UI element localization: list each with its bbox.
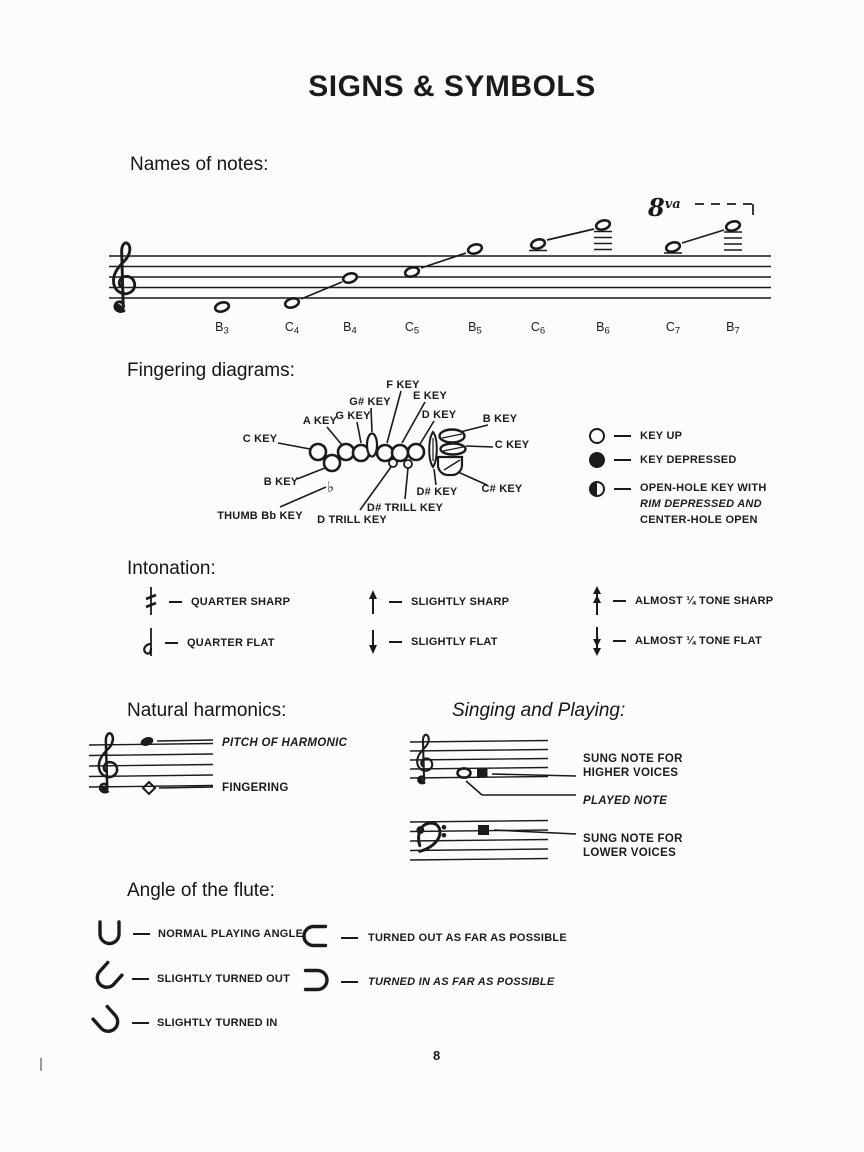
key-up-icon: [589, 428, 605, 444]
key-a-icon: [338, 444, 354, 460]
page-title: SIGNS & SYMBOLS: [308, 70, 596, 103]
slightly-flat-label: SLIGHTLY FLAT: [411, 636, 498, 648]
fingering-heading: Fingering diagrams:: [127, 360, 295, 381]
dash: [132, 1022, 149, 1024]
b-left-key-label: B KEY: [263, 476, 299, 488]
legend-dash: [614, 488, 631, 490]
angle-in-max: [300, 966, 554, 998]
dash: [169, 601, 182, 603]
angle-out-max: [300, 922, 567, 954]
angle-slightly-in-label: SLIGHTLY TURNED IN: [157, 1017, 278, 1029]
key-b-left-icon: [324, 455, 340, 471]
intonation-slightly-sharp: [366, 588, 509, 616]
dash: [389, 601, 402, 603]
sung-higher-line1: SUNG NOTE FOR: [583, 753, 683, 765]
open-hole-key-icon: [589, 481, 605, 497]
bass-clef-icon: [416, 823, 446, 851]
angle-out-max-label: TURNED OUT AS FAR AS POSSIBLE: [368, 932, 567, 944]
angle-in-max-icon: [300, 966, 331, 998]
sung-lower-line2: LOWER VOICES: [583, 847, 677, 859]
angle-out-max-icon: [300, 922, 331, 954]
quarter-flat-icon: [142, 624, 156, 662]
d-sharp-key-label: D# KEY: [416, 486, 458, 498]
e-key-label: E KEY: [412, 390, 448, 402]
page-number: 8: [433, 1048, 441, 1063]
quarter-sharp-label: QUARTER SHARP: [191, 596, 291, 608]
intonation-almost-flat: [590, 624, 762, 658]
fingering-keys: [310, 430, 466, 476]
almost-quarter-sharp-label: ALMOST ¼ TONE SHARP: [635, 595, 774, 607]
legend-open-hole: [589, 480, 767, 528]
open-hole-line2: RIM DEPRESSED AND: [640, 498, 762, 510]
c-sharp-key-label: C# KEY: [481, 483, 523, 495]
angle-heading: Angle of the flute:: [127, 880, 275, 901]
dash: [133, 933, 150, 935]
angle-in-max-label: TURNED IN AS FAR AS POSSIBLE: [368, 976, 555, 988]
angle-slightly-out-label: SLIGHTLY TURNED OUT: [157, 973, 291, 985]
key-depressed-label: KEY DEPRESSED: [640, 454, 737, 466]
dash: [613, 600, 626, 602]
thumb-bb-key-label: THUMB Bb KEY: [217, 510, 303, 522]
c-left-key-label: C KEY: [242, 433, 278, 445]
note-label: $B_6$: [596, 320, 610, 337]
singing-heading: Singing and Playing:: [452, 700, 626, 721]
scan-mark: [40, 1058, 42, 1071]
sung-lower-line1: SUNG NOTE FOR: [583, 833, 683, 845]
note-label: $B_5$: [468, 320, 482, 337]
arrow-down-icon: [366, 628, 380, 656]
almost-quarter-flat-label: ALMOST ¼ TONE FLAT: [635, 635, 762, 647]
harmonics-heading: Natural harmonics:: [127, 700, 287, 721]
octave-connector-lines: [301, 229, 724, 299]
key-d-trill-icon: [389, 459, 397, 467]
key-up-label: KEY UP: [640, 430, 683, 442]
open-hole-line1: OPEN-HOLE KEY WITH: [640, 482, 767, 494]
open-hole-line3: CENTER-HOLE OPEN: [640, 514, 758, 526]
key-f-icon: [377, 445, 393, 461]
legend-dash: [614, 459, 631, 461]
thumb-flat-glyph: ♭: [327, 479, 335, 496]
sung-note-square: [477, 768, 488, 778]
angle-normal: [94, 918, 303, 950]
b-right-key-label: B KEY: [482, 413, 518, 425]
angle-slightly-out: [92, 962, 290, 996]
note-label: $B_4$: [343, 320, 357, 337]
played-note-label: PLAYED NOTE: [583, 795, 668, 807]
harmonic-pitch-note: [140, 735, 155, 747]
key-g-sharp-icon: [367, 434, 377, 457]
treble-clef-icon: [99, 733, 117, 792]
intonation-quarter-sharp: [142, 584, 290, 620]
key-depressed-icon: [589, 452, 605, 468]
angle-slightly-in-icon: [92, 1006, 124, 1040]
double-arrow-up-icon: [590, 584, 604, 618]
key-d-icon: [408, 444, 424, 460]
dash: [341, 937, 358, 939]
sung-higher-line2: HIGHER VOICES: [583, 767, 679, 779]
note-label: $C_6$: [530, 320, 546, 337]
angle-normal-label: NORMAL PLAYING ANGLE: [158, 928, 304, 940]
intonation-quarter-flat: [142, 624, 275, 662]
f-key-label: F KEY: [386, 379, 420, 391]
ottava-mark: $8^{va}$: [648, 193, 681, 222]
g-key-label: G KEY: [335, 410, 371, 422]
d-sharp-trill-key-label: D# TRILL KEY: [366, 502, 444, 514]
quarter-flat-label: QUARTER FLAT: [187, 637, 275, 649]
note-name-labels: [215, 320, 740, 337]
dash: [132, 978, 149, 980]
quarter-sharp-icon: [142, 584, 160, 620]
angle-slightly-out-icon: [92, 962, 124, 996]
note-label: $C_5$: [404, 320, 420, 337]
singing-treble-staff: [408, 730, 580, 802]
pitch-of-harmonic-label: PITCH OF HARMONIC: [222, 737, 348, 749]
note-label: $C_4$: [284, 320, 300, 337]
ottava-dashed-line: [695, 204, 753, 215]
fingering-label: FINGERING: [222, 782, 289, 794]
a-key-label: A KEY: [302, 415, 338, 427]
note-label: $B_7$: [726, 320, 740, 337]
dash: [389, 641, 402, 643]
harmonic-fingering-diamond: [143, 782, 155, 794]
harmonics-staff: [85, 728, 217, 808]
key-d-sharp-trill-icon: [404, 460, 412, 468]
slightly-sharp-label: SLIGHTLY SHARP: [411, 596, 510, 608]
note-label: $C_7$: [665, 320, 681, 337]
d-key-label: D KEY: [421, 409, 457, 421]
dash: [165, 642, 178, 644]
names-of-notes-staff: [95, 192, 785, 344]
note-label: $B_3$: [215, 320, 229, 337]
d-trill-key-label: D TRILL KEY: [317, 514, 387, 526]
arrow-up-icon: [366, 588, 380, 616]
intonation-heading: Intonation:: [127, 558, 216, 579]
sung-lower-label: [583, 832, 683, 860]
open-hole-label: [640, 480, 767, 528]
c-right-key-label: C KEY: [494, 439, 530, 451]
dash: [613, 640, 626, 642]
intonation-almost-sharp: [590, 584, 773, 618]
key-c-left-icon: [310, 444, 326, 460]
g-sharp-key-label: G# KEY: [349, 396, 391, 408]
double-arrow-down-icon: [590, 624, 604, 658]
legend-key-depressed: [589, 452, 737, 468]
angle-slightly-in: [92, 1006, 278, 1040]
legend-dash: [614, 435, 631, 437]
intonation-slightly-flat: [366, 628, 498, 656]
sung-note-square: [478, 825, 489, 835]
legend-key-up: [589, 428, 682, 444]
singing-bass-staff: [408, 812, 580, 868]
names-of-notes-heading: Names of notes:: [130, 154, 269, 175]
angle-normal-icon: [94, 918, 125, 950]
sung-higher-label: [583, 752, 683, 780]
played-note-head: [458, 768, 471, 777]
dash: [341, 981, 358, 983]
